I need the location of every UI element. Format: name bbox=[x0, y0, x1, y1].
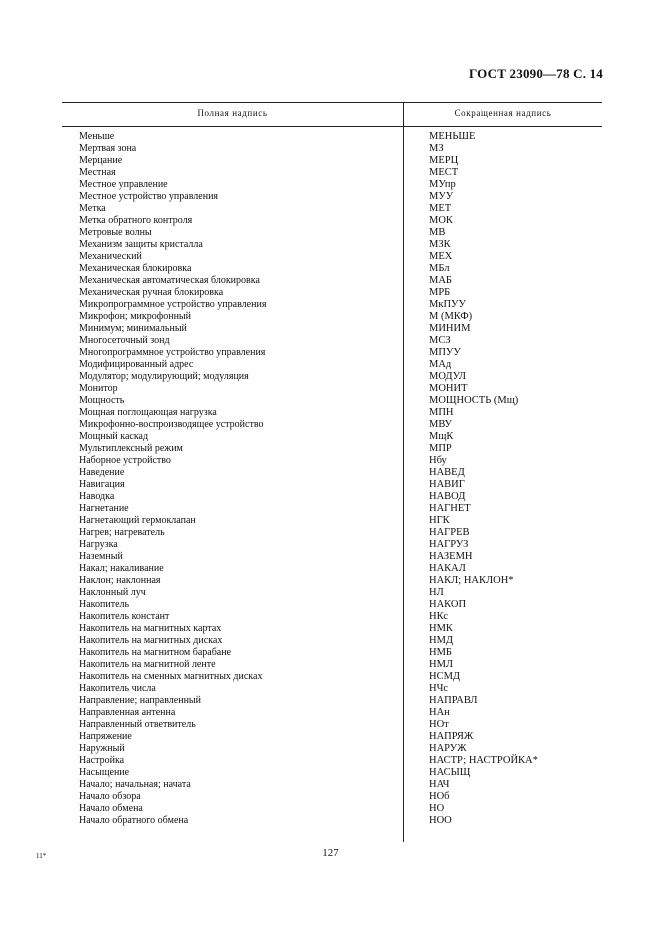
abbreviation-cell: НЛ bbox=[429, 587, 444, 598]
table-row bbox=[62, 791, 602, 803]
abbreviation-cell: НМД bbox=[429, 635, 454, 646]
abbreviation-cell: МРБ bbox=[429, 287, 451, 298]
table-row bbox=[62, 743, 602, 755]
full-label-cell: Накал; накаливание bbox=[79, 563, 164, 574]
full-label-cell: Накопитель на магнитной ленте bbox=[79, 659, 216, 670]
page-number: 127 bbox=[322, 847, 339, 859]
abbreviation-cell: НАГРУЗ bbox=[429, 539, 469, 550]
abbreviation-cell: МщК bbox=[429, 431, 454, 442]
full-label-cell: Начало; начальная; начата bbox=[79, 779, 191, 790]
abbreviation-cell: НАПРЯЖ bbox=[429, 731, 474, 742]
abbreviation-cell: МЕТ bbox=[429, 203, 452, 214]
table-row bbox=[62, 611, 602, 623]
full-label-cell: Настройка bbox=[79, 755, 125, 766]
table-row bbox=[62, 491, 602, 503]
abbreviation-cell: Нбу bbox=[429, 455, 447, 466]
full-label-cell: Наведение bbox=[79, 467, 125, 478]
table-row bbox=[62, 275, 602, 287]
table-row bbox=[62, 311, 602, 323]
table-row bbox=[62, 371, 602, 383]
table-row bbox=[62, 479, 602, 491]
abbreviation-cell: НАКОП bbox=[429, 599, 467, 610]
full-label-cell: Накопитель bbox=[79, 599, 130, 610]
full-label-cell: Напряжение bbox=[79, 731, 132, 742]
abbreviation-cell: МОЩНОСТЬ (Мщ) bbox=[429, 395, 519, 406]
table-row bbox=[62, 671, 602, 683]
abbreviation-cell: НЧс bbox=[429, 683, 449, 694]
column-header-abbreviation: Сокращенная надпись bbox=[454, 108, 552, 118]
table-row bbox=[62, 419, 602, 431]
table-header-rule bbox=[62, 126, 602, 127]
full-label-cell: Монитор bbox=[79, 383, 118, 394]
abbreviation-cell: НОб bbox=[429, 791, 450, 802]
table-row bbox=[62, 383, 602, 395]
abbreviations-table bbox=[62, 102, 602, 842]
abbreviation-cell: НАЗЕМН bbox=[429, 551, 473, 562]
table-row bbox=[62, 443, 602, 455]
full-label-cell: Метка обратного контроля bbox=[79, 215, 193, 226]
abbreviation-cell: НАКАЛ bbox=[429, 563, 466, 574]
table-row bbox=[62, 455, 602, 467]
abbreviation-cell: МСЗ bbox=[429, 335, 451, 346]
table-row bbox=[62, 395, 602, 407]
full-label-cell: Наземный bbox=[79, 551, 123, 562]
table-row bbox=[62, 203, 602, 215]
abbreviation-cell: МОК bbox=[429, 215, 453, 226]
full-label-cell: Направленная антенна bbox=[79, 707, 176, 718]
table-row bbox=[62, 179, 602, 191]
table-row bbox=[62, 359, 602, 371]
full-label-cell: Нагнетание bbox=[79, 503, 129, 514]
table-body bbox=[62, 131, 602, 827]
abbreviation-cell: НАЧ bbox=[429, 779, 450, 790]
abbreviation-cell: НАВИГ bbox=[429, 479, 465, 490]
abbreviation-cell: МВ bbox=[429, 227, 446, 238]
table-row bbox=[62, 683, 602, 695]
abbreviation-cell: МОДУЛ bbox=[429, 371, 467, 382]
abbreviation-cell: НАВОД bbox=[429, 491, 466, 502]
table-row bbox=[62, 239, 602, 251]
table-row bbox=[62, 263, 602, 275]
table-row bbox=[62, 647, 602, 659]
abbreviation-cell: НАРУЖ bbox=[429, 743, 467, 754]
table-row bbox=[62, 599, 602, 611]
table-row bbox=[62, 767, 602, 779]
abbreviation-cell: НКс bbox=[429, 611, 448, 622]
abbreviation-cell: МПН bbox=[429, 407, 454, 418]
full-label-cell: Накопитель на сменных магнитных дисках bbox=[79, 671, 263, 682]
abbreviation-cell: МкПУУ bbox=[429, 299, 466, 310]
full-label-cell: Меньше bbox=[79, 131, 115, 142]
abbreviation-cell: М (МКФ) bbox=[429, 311, 473, 322]
abbreviation-cell: МОНИТ bbox=[429, 383, 468, 394]
abbreviation-cell: НАГРЕВ bbox=[429, 527, 470, 538]
full-label-cell: Накопитель числа bbox=[79, 683, 156, 694]
table-row bbox=[62, 695, 602, 707]
full-label-cell: Мертвая зона bbox=[79, 143, 137, 154]
table-row bbox=[62, 503, 602, 515]
full-label-cell: Нагнетающий гермоклапан bbox=[79, 515, 196, 526]
table-row bbox=[62, 707, 602, 719]
abbreviation-cell: МПУУ bbox=[429, 347, 461, 358]
table-row bbox=[62, 143, 602, 155]
table-row bbox=[62, 623, 602, 635]
table-row bbox=[62, 323, 602, 335]
full-label-cell: Начало обзора bbox=[79, 791, 141, 802]
full-label-cell: Нагрев; нагреватель bbox=[79, 527, 165, 538]
full-label-cell: Микрофон; микрофонный bbox=[79, 311, 192, 322]
full-label-cell: Мощный каскад bbox=[79, 431, 149, 442]
full-label-cell: Наружный bbox=[79, 743, 125, 754]
table-row bbox=[62, 659, 602, 671]
table-row bbox=[62, 515, 602, 527]
full-label-cell: Механизм защиты кристалла bbox=[79, 239, 203, 250]
table-row bbox=[62, 539, 602, 551]
table-top-rule bbox=[62, 102, 602, 103]
full-label-cell: Насыщение bbox=[79, 767, 130, 778]
full-label-cell: Накопитель на магнитном барабане bbox=[79, 647, 232, 658]
signature-mark: 11* bbox=[36, 852, 47, 860]
abbreviation-cell: НСМД bbox=[429, 671, 461, 682]
abbreviation-cell: МАд bbox=[429, 359, 452, 370]
table-row bbox=[62, 815, 602, 827]
table-row bbox=[62, 779, 602, 791]
abbreviation-cell: МЕРЦ bbox=[429, 155, 459, 166]
abbreviation-cell: НАПРАВЛ bbox=[429, 695, 478, 706]
abbreviation-cell: МВУ bbox=[429, 419, 452, 430]
full-label-cell: Механическая автоматическая блокировка bbox=[79, 275, 260, 286]
abbreviation-cell: МЕСТ bbox=[429, 167, 459, 178]
full-label-cell: Накопитель на магнитных картах bbox=[79, 623, 222, 634]
abbreviation-cell: НАГНЕТ bbox=[429, 503, 471, 514]
full-label-cell: Мощность bbox=[79, 395, 125, 406]
full-label-cell: Мерцание bbox=[79, 155, 123, 166]
abbreviation-cell: НАВЕД bbox=[429, 467, 465, 478]
full-label-cell: Механическая блокировка bbox=[79, 263, 192, 274]
abbreviation-cell: МБл bbox=[429, 263, 450, 274]
abbreviation-cell: НАСЫЩ bbox=[429, 767, 471, 778]
abbreviation-cell: НАн bbox=[429, 707, 450, 718]
table-row bbox=[62, 563, 602, 575]
full-label-cell: Местное устройство управления bbox=[79, 191, 219, 202]
abbreviation-cell: МПР bbox=[429, 443, 452, 454]
abbreviation-cell: МИНИМ bbox=[429, 323, 471, 334]
abbreviation-cell: МЗК bbox=[429, 239, 451, 250]
abbreviation-cell: НО bbox=[429, 803, 445, 814]
full-label-cell: Метровые волны bbox=[79, 227, 152, 238]
abbreviation-cell: МУпр bbox=[429, 179, 456, 190]
full-label-cell: Наборное устройство bbox=[79, 455, 171, 466]
full-label-cell: Мультиплексный режим bbox=[79, 443, 183, 454]
table-row bbox=[62, 527, 602, 539]
table-row bbox=[62, 155, 602, 167]
table-row bbox=[62, 335, 602, 347]
abbreviation-cell: МЕНЬШЕ bbox=[429, 131, 476, 142]
table-row bbox=[62, 191, 602, 203]
full-label-cell: Минимум; минимальный bbox=[79, 323, 187, 334]
table-row bbox=[62, 131, 602, 143]
full-label-cell: Накопитель констант bbox=[79, 611, 170, 622]
table-row bbox=[62, 731, 602, 743]
abbreviation-cell: НАКЛ; НАКЛОН* bbox=[429, 575, 514, 586]
table-row bbox=[62, 551, 602, 563]
full-label-cell: Механическая ручная блокировка bbox=[79, 287, 224, 298]
full-label-cell: Метка bbox=[79, 203, 106, 214]
full-label-cell: Наклон; наклонная bbox=[79, 575, 161, 586]
full-label-cell: Микрофонно-воспроизводящее устройство bbox=[79, 419, 264, 430]
abbreviation-cell: МЕХ bbox=[429, 251, 453, 262]
abbreviation-cell: НГК bbox=[429, 515, 450, 526]
table-row bbox=[62, 407, 602, 419]
full-label-cell: Местная bbox=[79, 167, 116, 178]
full-label-cell: Модифицированный адрес bbox=[79, 359, 194, 370]
full-label-cell: Навигация bbox=[79, 479, 125, 490]
abbreviation-cell: МУУ bbox=[429, 191, 454, 202]
full-label-cell: Начало обмена bbox=[79, 803, 143, 814]
full-label-cell: Начало обратного обмена bbox=[79, 815, 189, 826]
table-row bbox=[62, 575, 602, 587]
full-label-cell: Нагрузка bbox=[79, 539, 118, 550]
full-label-cell: Направленный ответвитель bbox=[79, 719, 196, 730]
abbreviation-cell: МЗ bbox=[429, 143, 444, 154]
full-label-cell: Направление; направленный bbox=[79, 695, 201, 706]
table-row bbox=[62, 803, 602, 815]
document-header-title: ГОСТ 23090—78 С. 14 bbox=[469, 66, 603, 81]
abbreviation-cell: НОт bbox=[429, 719, 449, 730]
table-row bbox=[62, 251, 602, 263]
table-row bbox=[62, 299, 602, 311]
table-row bbox=[62, 719, 602, 731]
full-label-cell: Модулятор; модулирующий; модуляция bbox=[79, 371, 249, 382]
full-label-cell: Наводка bbox=[79, 491, 115, 502]
full-label-cell: Мощная поглощающая нагрузка bbox=[79, 407, 217, 418]
table-row bbox=[62, 167, 602, 179]
full-label-cell: Микропрограммное устройство управления bbox=[79, 299, 267, 310]
table-row bbox=[62, 347, 602, 359]
abbreviation-cell: НМК bbox=[429, 623, 453, 634]
column-header-full-label: Полная надпись bbox=[197, 108, 268, 118]
table-row bbox=[62, 431, 602, 443]
full-label-cell: Многопрограммное устройство управления bbox=[79, 347, 266, 358]
full-label-cell: Наклонный луч bbox=[79, 587, 146, 598]
abbreviation-cell: НМБ bbox=[429, 647, 452, 658]
full-label-cell: Механический bbox=[79, 251, 142, 262]
abbreviation-cell: МАБ bbox=[429, 275, 452, 286]
full-label-cell: Местное управление bbox=[79, 179, 168, 190]
full-label-cell: Многосеточный зонд bbox=[79, 335, 170, 346]
table-row bbox=[62, 635, 602, 647]
table-row bbox=[62, 755, 602, 767]
table-row bbox=[62, 287, 602, 299]
abbreviation-cell: НАСТР; НАСТРОЙКА* bbox=[429, 755, 538, 766]
table-row bbox=[62, 587, 602, 599]
abbreviation-cell: НМЛ bbox=[429, 659, 454, 670]
abbreviation-cell: НОО bbox=[429, 815, 452, 826]
table-row bbox=[62, 215, 602, 227]
full-label-cell: Накопитель на магнитных дисках bbox=[79, 635, 223, 646]
table-row bbox=[62, 227, 602, 239]
table-row bbox=[62, 467, 602, 479]
